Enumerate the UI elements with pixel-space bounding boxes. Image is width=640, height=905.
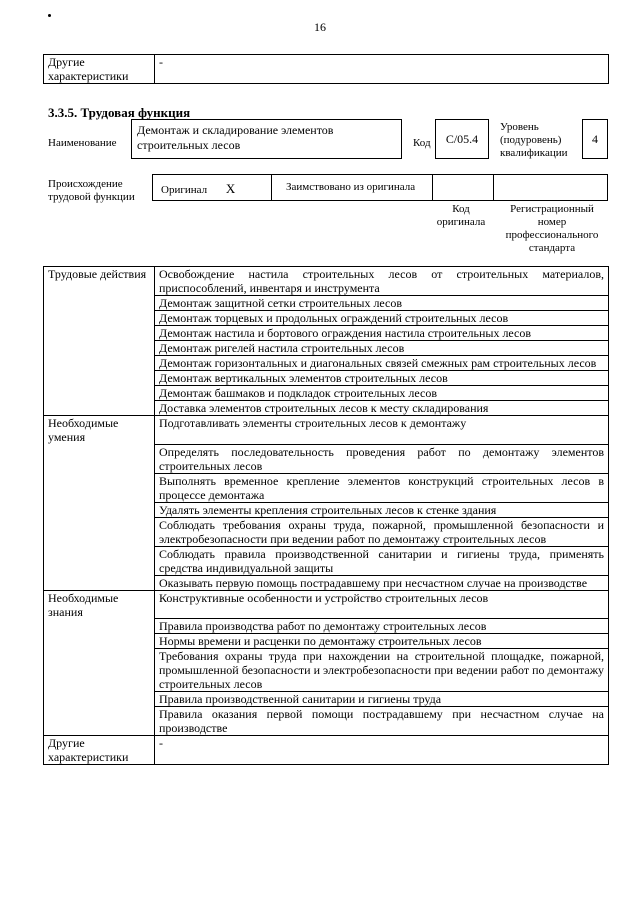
other-characteristics-value: - [155,736,609,765]
required-skills-row [44,473,609,502]
labor-actions-item: Демонтаж башмаков и подкладок строительных лесов [155,386,609,401]
level-box: 4 [582,119,608,159]
function-code-box: C/05.4 [435,119,489,159]
original-mark: X [225,181,236,196]
labor-actions-item: Демонтаж торцевых и продольных ограждений строительных лесов [155,311,609,326]
labor-function-table [43,266,609,765]
required-knowledge-item: Правила оказания первой помощи пострадавшему при несчастном случае на производстве [155,707,609,736]
origin-borrowed-cell: Заимствовано из оригинала [271,174,433,201]
code-label: Код [413,137,431,149]
required-skills-row [44,444,609,473]
labor-actions-row [44,371,609,386]
labor-actions-label-cell [44,326,155,341]
required-skills-row [44,546,609,575]
required-knowledge-label-cell: Необходимые знания [44,590,155,619]
required-knowledge-item: Нормы времени и расценки по демонтажу строительных лесов [155,634,609,649]
required-skills-row [44,517,609,546]
required-skills-label-cell [44,473,155,502]
required-skills-item: Определять последовательность проведения работ по демонтажу элементов строительных лесов [155,444,609,473]
labor-actions-label-cell [44,386,155,401]
labor-actions-row [44,401,609,416]
required-skills-item: Удалять элементы крепления строительных лесов к стенке здания [155,502,609,517]
labor-actions-label-cell [44,401,155,416]
required-skills-item: Подготавливать элементы строительных лесов к демонтажу [155,416,609,445]
other-characteristics-row [44,736,609,765]
origin-code-cell [432,174,494,201]
labor-actions-label-cell [44,296,155,311]
code-original-caption: Код оригинала [436,203,486,228]
labor-actions-item: Демонтаж настила и бортового ограждения настила строительных лесов [155,326,609,341]
required-knowledge-row [44,707,609,736]
labor-actions-label-cell [44,356,155,371]
labor-actions-label-cell [44,371,155,386]
top-other-characteristics-table [43,54,609,84]
labor-actions-item: Демонтаж горизонтальных и диагональных связей смежных рам строительных лесов [155,356,609,371]
required-skills-label-cell [44,517,155,546]
top-other-label: Другие характеристики [44,55,155,84]
required-skills-label-cell [44,502,155,517]
required-knowledge-label-cell [44,634,155,649]
required-skills-row [44,575,609,590]
labor-actions-item: Демонтаж вертикальных элементов строительных лесов [155,371,609,386]
labor-actions-item: Освобождение настила строительных лесов от строительных материалов, приспособлений, инвентаря и инструмента [155,267,609,296]
required-knowledge-item: Конструктивные особенности и устройство строительных лесов [155,590,609,619]
labor-actions-label-cell [44,341,155,356]
required-skills-item: Выполнять временное крепление элементов конструкций строительных лесов в процессе демонтажа [155,473,609,502]
required-skills-row [44,416,609,445]
required-knowledge-row [44,619,609,634]
origin-label: Происхождение трудовой функции [48,178,135,203]
required-skills-label-cell [44,444,155,473]
top-other-value: - [155,55,609,84]
required-knowledge-label-cell [44,692,155,707]
labor-actions-row [44,267,609,296]
required-knowledge-label-cell [44,707,155,736]
required-knowledge-label-cell [44,619,155,634]
required-skills-row [44,502,609,517]
required-skills-label-cell: Необходимые умения [44,416,155,445]
required-skills-item: Соблюдать требования охраны труда, пожарной, промышленной безопасности и электробезопасности при ведении работ по демонтажу строительных лесов [155,517,609,546]
labor-actions-row [44,341,609,356]
origin-reg-cell [493,174,608,201]
labor-actions-label-cell [44,311,155,326]
labor-actions-row [44,386,609,401]
function-name-box: Демонтаж и складирование элементов строительных лесов [131,119,402,159]
required-skills-item: Оказывать первую помощь пострадавшему при несчастном случае на производстве [155,575,609,590]
labor-actions-label-cell: Трудовые действия [44,267,155,296]
origin-original-cell [152,174,272,201]
required-knowledge-row [44,692,609,707]
required-knowledge-item: Правила производства работ по демонтажу строительных лесов [155,619,609,634]
labor-actions-item: Демонтаж защитной сетки строительных лесов [155,296,609,311]
required-skills-label-cell [44,546,155,575]
required-knowledge-label-cell [44,649,155,692]
required-skills-label-cell [44,575,155,590]
required-knowledge-row [44,590,609,619]
required-knowledge-item: Требования охраны труда при нахождении на строительной площадке, пожарной, промышленной безопасности и электробезопасности при ведении работ по демонтажу строительных лесов [155,649,609,692]
reg-number-caption: Регистрационный номер профессионального стандарта [505,203,599,254]
name-label: Наименование [48,137,117,149]
origin-row [152,174,608,201]
level-label-text: Уровень (подуровень) квалификации [500,121,568,159]
page-number: 16 [314,20,326,34]
original-label: Оригинал [161,184,208,196]
required-knowledge-row [44,649,609,692]
required-knowledge-row [44,634,609,649]
level-label [500,121,576,160]
required-skills-item: Соблюдать правила производственной санитарии и гигиены труда, применять средства индивидуальной защиты [155,546,609,575]
labor-actions-row [44,296,609,311]
labor-actions-item: Доставка элементов строительных лесов к месту складирования [155,401,609,416]
required-knowledge-item: Правила производственной санитарии и гигиены труда [155,692,609,707]
labor-actions-item: Демонтаж ригелей настила строительных лесов [155,341,609,356]
section-title: 3.3.5. Трудовая функция [48,105,191,120]
scan-dot [48,14,51,17]
labor-actions-row [44,311,609,326]
labor-actions-row [44,326,609,341]
labor-actions-row [44,356,609,371]
other-characteristics-label: Другие характеристики [44,736,155,765]
